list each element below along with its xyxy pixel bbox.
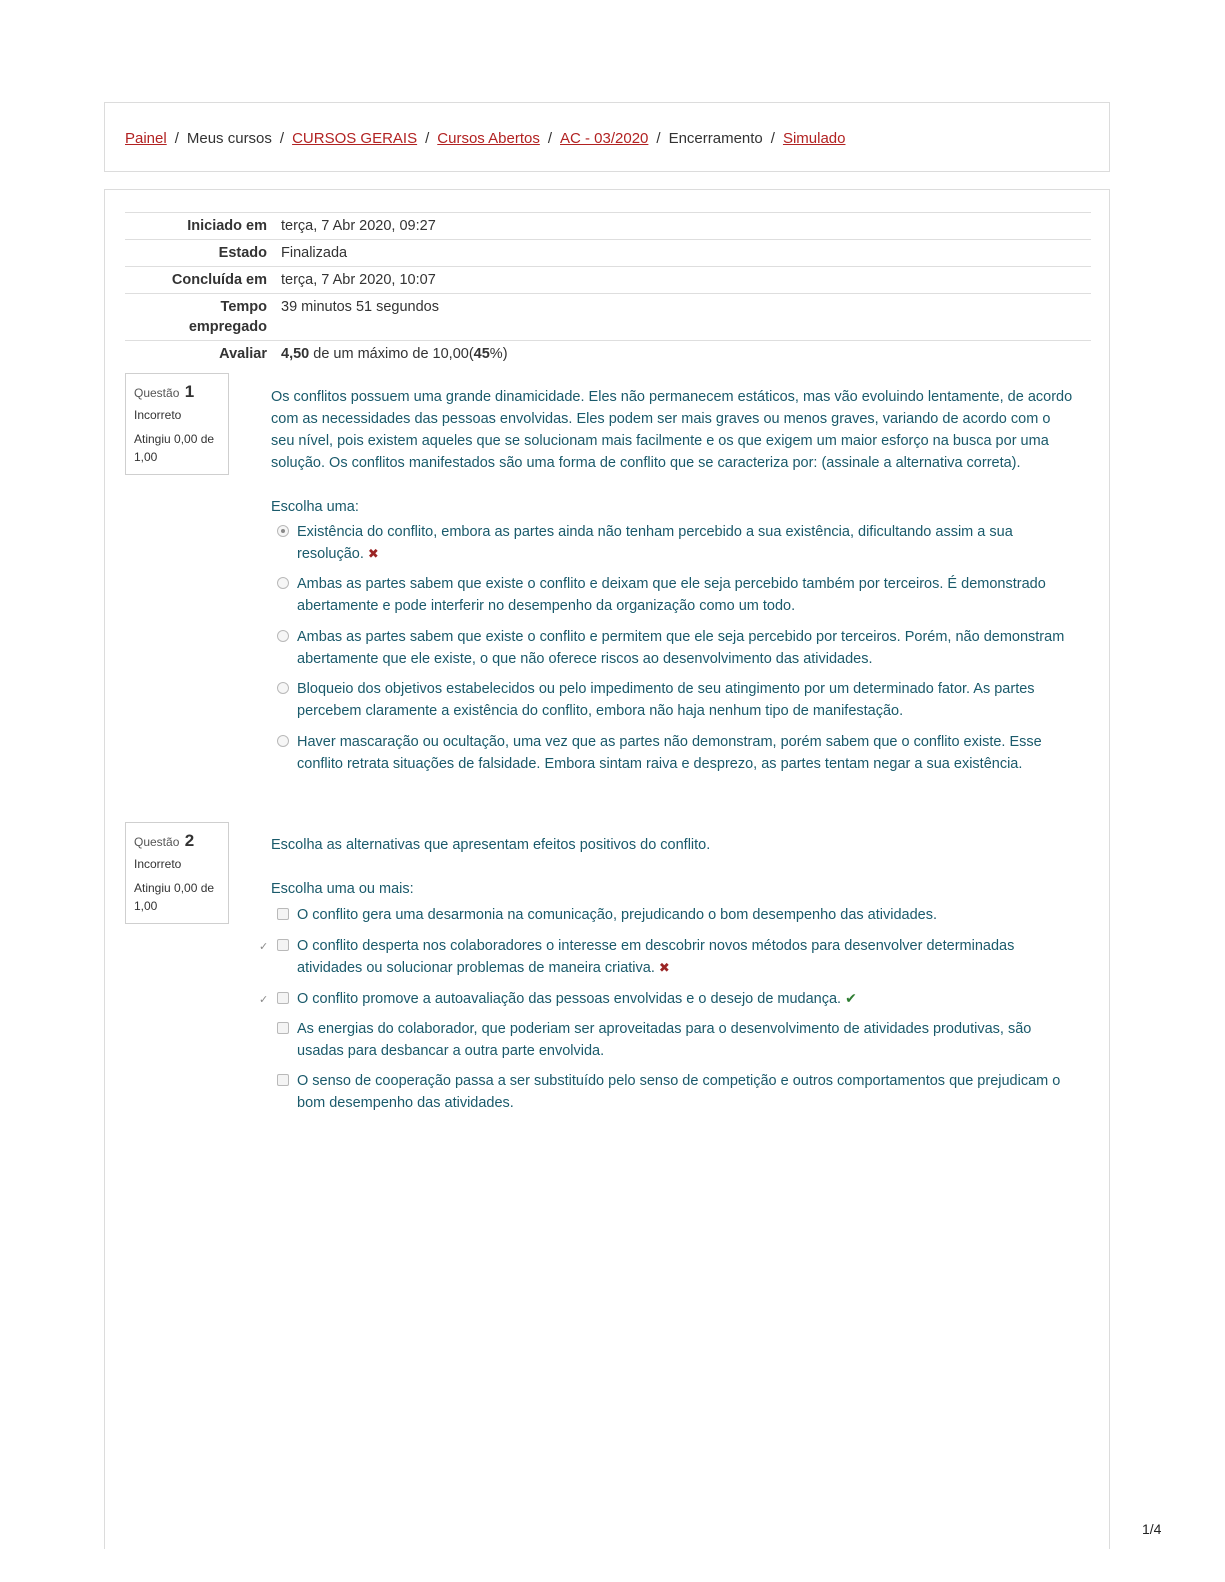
option-text: Ambas as partes sabem que existe o conflito e deixam que ele seja percebido também por terceiros. É demonstrado abertamente e pode interferir no desempenho da organização como um todo. [297,576,1046,614]
checkbox[interactable] [277,992,289,1004]
incorrect-icon: ✖ [658,960,670,975]
summary-value: Finalizada [281,245,348,261]
answer-option[interactable] [277,521,1077,565]
option-text: As energias do colaborador, que poderiam ser aproveitadas para o desenvolvimento de atividades produtivas, são usadas para desbancar a outra parte envolvida. [297,1021,1032,1059]
question-state: Incorreto [134,857,182,871]
breadcrumb-separator: / [770,130,775,147]
breadcrumb-separator: / [547,130,552,147]
question-label: Questão [134,835,180,849]
radio-button[interactable] [277,735,289,747]
breadcrumb-separator: / [425,130,430,147]
breadcrumb-separator: / [656,130,661,147]
grade-score: 4,50 [281,346,310,362]
option-text: O senso de cooperação passa a ser substituído pelo senso de competição e outros comportamentos que prejudicam o bom desempenho das atividades. [297,1073,1061,1111]
answer-option[interactable] [277,678,1077,722]
question-info-1 [125,373,229,475]
summary-label [125,294,281,341]
checkbox[interactable] [277,939,289,951]
breadcrumb-ac-course[interactable]: AC - 03/2020 [560,130,649,147]
summary-label: Avaliar [219,346,267,362]
breadcrumb-meus-cursos: Meus cursos [186,130,272,147]
radio-button[interactable] [277,630,289,642]
question-grade: Atingiu 0,00 de 1,00 [134,881,215,913]
option-text: O conflito promove a autoavaliação das pessoas envolvidas e o desejo de mudança. [297,991,842,1007]
summary-row-completed [125,267,1091,294]
choose-label-2: Escolha uma ou mais: [271,881,414,897]
answer-option[interactable] [277,1018,1077,1062]
breadcrumb-separator: / [279,130,285,147]
option-text: Haver mascaração ou ocultação, uma vez que as partes não demonstram, porém sabem que o conflito existe. Esse conflito retrata situações de falsidade. Embora sintam raiva e desprezo, as partes tentam negar a sua existência. [297,734,1042,772]
answer-option[interactable] [277,626,1077,670]
answer-option[interactable] [277,935,1077,979]
correct-check-icon: ✔ [845,990,857,1006]
summary-label-line: Tempo [220,299,267,315]
breadcrumb-painel[interactable]: Painel [125,130,167,147]
question-number-value: 1 [184,382,195,401]
option-text: Existência do conflito, embora as partes ainda não tenham percebido a sua existência, dificultando assim a sua resolução. [297,524,1013,562]
question-prompt-1: Os conflitos possuem uma grande dinamicidade. Eles não permanecem estáticos, mas vão evoluindo lentamente, de acordo com as necessidades das pessoas envolvidas. Eles podem ser mais graves ou menos graves, variando de acordo com o seu nível, pois existem aqueles que se solucionam mais facilmente e os que exigem um maior esforço na busca por uma solução. Os conflitos manifestados são uma forma de conflito que se caracteriza por: (assinale a alternativa correta). [271,389,1073,471]
breadcrumb-simulado[interactable]: Simulado [782,130,846,147]
quiz-review-card [104,189,1110,1549]
question-info-2 [125,822,229,924]
radio-button[interactable] [277,682,289,694]
summary-row-state [125,240,1091,267]
page-number: 1/4 [1142,1521,1162,1537]
summary-label: Concluída em [171,272,267,288]
summary-row-grade [125,341,1091,368]
summary-value: terça, 7 Abr 2020, 10:07 [281,272,436,288]
answer-option[interactable] [277,904,1077,926]
checkbox[interactable] [277,908,289,920]
radio-button[interactable] [277,577,289,589]
breadcrumb-cursos-abertos[interactable]: Cursos Abertos [437,130,540,147]
option-text: O conflito desperta nos colaboradores o interesse em descobrir novos métodos para desenvolver determinadas atividades ou solucionar problemas de maneira criativa. [297,938,1015,976]
question-number-value: 2 [184,831,195,850]
breadcrumb-cursos-gerais[interactable]: CURSOS GERAIS [292,130,418,147]
question-grade: Atingiu 0,00 de 1,00 [134,432,215,464]
summary-label: Estado [218,245,267,261]
answer-option[interactable] [277,731,1077,775]
summary-row-time [125,294,1091,341]
grade-mid: de um máximo de 10,00( [309,346,474,362]
grade-percent: 45 [473,346,490,362]
option-text: O conflito gera uma desarmonia na comunicação, prejudicando o bom desempenho das atividades. [297,907,937,923]
answer-option[interactable] [277,573,1077,617]
grade-end: %) [489,346,508,362]
breadcrumb-card [104,102,1110,172]
choose-label-1: Escolha uma: [271,499,359,515]
summary-label: Iniciado em [187,218,267,234]
incorrect-icon: ✖ [367,546,379,561]
question-prompt-2: Escolha as alternativas que apresentam efeitos positivos do conflito. [271,837,711,853]
answer-option[interactable] [277,987,1077,1010]
checkbox[interactable] [277,1022,289,1034]
answer-option[interactable] [277,1070,1077,1114]
breadcrumb [125,130,846,147]
radio-button[interactable] [277,525,289,537]
option-text: Ambas as partes sabem que existe o conflito e permitem que ele seja percebido por terceiros. Porém, não demonstram abertamente que ele existe, o que não oferece riscos ao desenvolvimento das atividades. [297,629,1065,667]
question-number [134,831,220,851]
breadcrumb-separator: / [174,130,179,147]
summary-label-line: empregado [188,319,267,335]
summary-row-started [125,213,1091,240]
attempt-summary-table [125,212,1091,367]
question-number [134,382,220,402]
summary-value: 39 minutos 51 segundos [281,299,439,315]
breadcrumb-encerramento: Encerramento [668,130,763,147]
question-label: Questão [134,386,180,400]
checkbox[interactable] [277,1074,289,1086]
option-text: Bloqueio dos objetivos estabelecidos ou pelo impedimento de seu atingimento por um determinado fator. As partes percebem claramente a existência do conflito, embora não haja nenhum tipo de manifestação. [297,681,1035,719]
summary-value [281,341,1091,368]
summary-value: terça, 7 Abr 2020, 09:27 [281,218,436,234]
question-state: Incorreto [134,408,182,422]
